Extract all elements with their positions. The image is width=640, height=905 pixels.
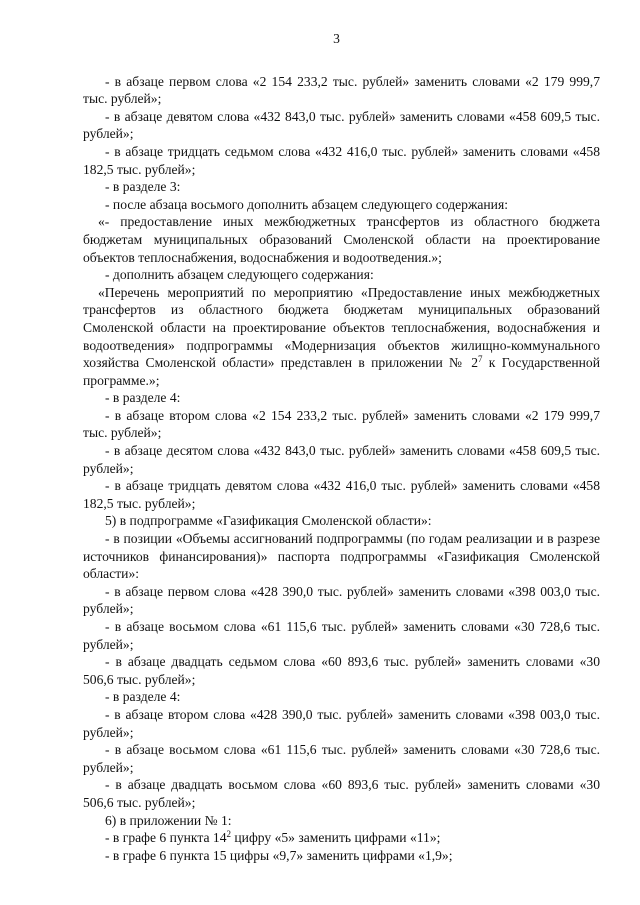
paragraph-2: - в абзаце девятом слова «432 843,0 тыс. рублей» заменить словами «458 609,5 тыс. рублей»; — [83, 108, 600, 142]
paragraph-12: - в абзаце тридцать девятом слова «432 416,0 тыс. рублей» заменить словами «458 182,5 тыс. рублей»; — [83, 478, 600, 511]
paragraph-13: 5) в подпрограмме «Газификация Смоленской области»: — [105, 513, 432, 529]
paragraph-5: - после абзаца восьмого дополнить абзацем следующего содержания: — [105, 196, 508, 212]
paragraph-18: - в разделе 4: — [105, 689, 181, 705]
paragraph-15: - в абзаце первом слова «428 390,0 тыс. рублей» заменить словами «398 003,0 тыс. рублей»; — [83, 583, 600, 617]
paragraph-8-tail: к Государственной программе.»; — [83, 355, 600, 388]
paragraph-23 — [83, 829, 600, 847]
paragraph-21: - в абзаце двадцать восьмом слова «60 893,6 тыс. рублей» заменить словами «30 506,6 тыс. рублей»; — [83, 777, 600, 810]
paragraph-22: 6) в приложении № 1: — [105, 812, 232, 828]
paragraph-23-superscript: 2 — [226, 829, 231, 840]
paragraph-16: - в абзаце восьмом слова «61 115,6 тыс. рублей» заменить словами «30 728,6 тыс. рублей»; — [83, 619, 600, 652]
paragraph-4: - в разделе 3: — [105, 179, 181, 195]
paragraph-1: - в абзаце первом слова «2 154 233,2 тыс. рублей» заменить словами «2 179 999,7 тыс. рублей»; — [83, 73, 600, 107]
paragraph-20: - в абзаце восьмом слова «61 115,6 тыс. рублей» заменить словами «30 728,6 тыс. рублей»; — [83, 742, 600, 775]
paragraph-23-text: - в графе 6 пункта 14 — [105, 830, 227, 846]
paragraph-23-tail: цифру «5» заменить цифрами «11»; — [231, 830, 441, 846]
paragraph-8-text: «Перечень мероприятий по мероприятию «Предоставление иных межбюджетных трансфертов из областного бюджета бюджетам муниципальных образований Смоленской области на проектирование объектов теплоснабжения, водоснабжения и водоотведения» подпрограммы «Модернизация объектов жилищно-коммунального хозяйства Смоленской области» представлен в приложении № 2 — [83, 284, 600, 371]
paragraph-8-superscript: 7 — [478, 354, 483, 365]
paragraph-8 — [83, 284, 600, 390]
paragraph-10: - в абзаце втором слова «2 154 233,2 тыс. рублей» заменить словами «2 179 999,7 тыс. рублей»; — [83, 407, 600, 441]
paragraph-3: - в абзаце тридцать седьмом слова «432 416,0 тыс. рублей» заменить словами «458 182,5 тыс. рублей»; — [83, 143, 600, 177]
paragraph-14: - в позиции «Объемы ассигнований подпрограммы (по годам реализации и в разрезе источников финансирования)» паспорта подпрограммы «Газификация Смоленской области»: — [83, 531, 600, 582]
page-number: 3 — [333, 31, 340, 46]
paragraph-11: - в абзаце десятом слова «432 843,0 тыс. рублей» заменить словами «458 609,5 тыс. рублей»; — [83, 443, 600, 476]
paragraph-6: «- предоставление иных межбюджетных трансфертов из областного бюджета бюджетам муниципальных образований Смоленской области на проектирование объектов теплоснабжения, водоснабжения и водоотведения.»; — [83, 214, 600, 265]
paragraph-24: - в графе 6 пункта 15 цифры «9,7» заменить цифрами «1,9»; — [105, 847, 453, 863]
paragraph-19: - в абзаце втором слова «428 390,0 тыс. рублей» заменить словами «398 003,0 тыс. рублей»; — [83, 706, 600, 740]
paragraph-9: - в разделе 4: — [105, 390, 181, 406]
paragraph-7: - дополнить абзацем следующего содержания: — [105, 267, 374, 283]
paragraph-17: - в абзаце двадцать седьмом слова «60 893,6 тыс. рублей» заменить словами «30 506,6 тыс. рублей»; — [83, 654, 600, 687]
